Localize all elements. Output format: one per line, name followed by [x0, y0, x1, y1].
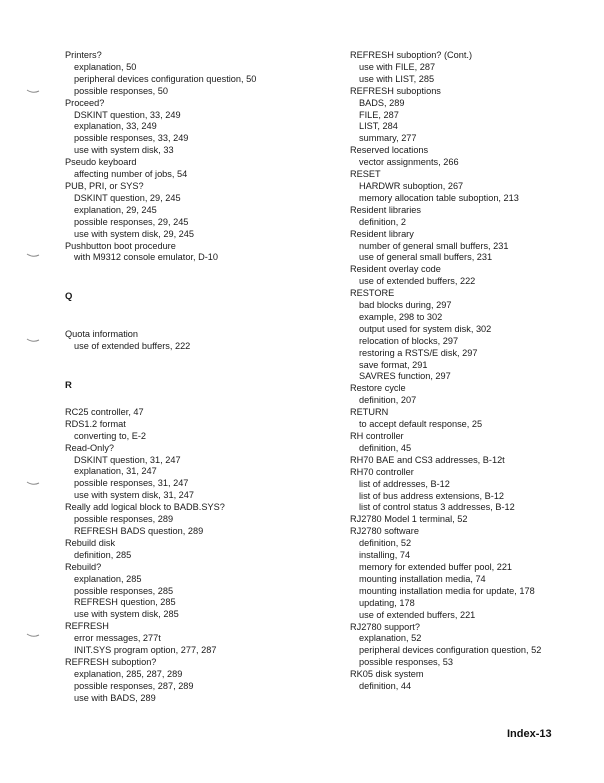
index-entry: Resident overlay code: [350, 264, 441, 275]
index-subentry: explanation, 50: [74, 61, 137, 72]
index-subentry: updating, 178: [359, 597, 415, 608]
index-subentry: use with BADS, 289: [74, 692, 156, 703]
index-subentry: use with system disk, 285: [74, 609, 179, 620]
index-subentry: mounting installation media for update, 178: [359, 585, 535, 596]
index-subentry: explanation, 31, 247: [74, 466, 157, 477]
margin-mark-icon: [26, 632, 40, 638]
margin-mark-icon: [26, 480, 40, 486]
index-entry: RJ2780 support?: [350, 621, 420, 632]
index-subentry: number of general small buffers, 231: [359, 240, 509, 251]
index-subentry: list of bus address extensions, B-12: [359, 490, 505, 501]
margin-mark-icon: [26, 252, 40, 258]
index-subentry: use of extended buffers, 222: [74, 341, 191, 352]
index-subentry: BADS, 289: [359, 97, 405, 108]
index-subentry: possible responses, 53: [359, 657, 453, 668]
index-subentry: LIST, 284: [359, 121, 398, 132]
index-entry: PUB, PRI, or SYS?: [65, 180, 144, 191]
index-subentry: mounting installation media, 74: [359, 573, 486, 584]
index-subentry: explanation, 285: [74, 573, 142, 584]
index-subentry: use with FILE, 287: [359, 61, 436, 72]
index-column-right: [350, 50, 541, 693]
index-entry: RDS1.2 format: [65, 418, 126, 429]
index-subentry: restoring a RSTS/E disk, 297: [359, 347, 478, 358]
index-subentry: use of extended buffers, 221: [359, 609, 476, 620]
index-entry: Pushbutton boot procedure: [65, 240, 176, 251]
index-entry: RESET: [350, 169, 381, 180]
index-entry: Rebuild?: [65, 561, 102, 572]
section-letter-heading: Q: [65, 291, 73, 303]
index-subentry: DSKINT question, 29, 245: [74, 192, 181, 203]
index-subentry: possible responses, 29, 245: [74, 216, 189, 227]
index-subentry: peripheral devices configuration question, 50: [74, 73, 257, 84]
index-entry: Pseudo keyboard: [65, 157, 137, 168]
index-entry: REFRESH suboption? (Cont.): [350, 50, 473, 60]
index-subentry: to accept default response, 25: [359, 419, 483, 430]
index-subentry: possible responses, 50: [74, 85, 168, 96]
index-subentry: memory for extended buffer pool, 221: [359, 561, 513, 572]
index-subentry: explanation, 52: [359, 633, 422, 644]
index-entry: REFRESH: [65, 621, 109, 632]
index-subentry: FILE, 287: [359, 109, 399, 120]
index-subentry: definition, 44: [359, 681, 412, 692]
index-entry: RH70 controller: [350, 466, 414, 477]
index-subentry: explanation, 33, 249: [74, 121, 157, 132]
index-entry: RJ2780 Model 1 terminal, 52: [350, 514, 468, 525]
index-subentry: memory allocation table suboption, 213: [359, 192, 519, 203]
index-entry: Proceed?: [65, 97, 105, 108]
index-entry: RC25 controller, 47: [65, 406, 144, 417]
index-subentry: summary, 277: [359, 133, 417, 144]
index-entry: Restore cycle: [350, 383, 406, 394]
index-entry: REFRESH suboptions: [350, 85, 441, 96]
index-subentry: HARDWR suboption, 267: [359, 180, 464, 191]
index-subentry: use of general small buffers, 231: [359, 252, 493, 263]
index-subentry: definition, 45: [359, 442, 412, 453]
page-number: Index-13: [507, 728, 552, 740]
index-subentry: use with system disk, 33: [74, 145, 174, 156]
index-entry: Read-Only?: [65, 442, 115, 453]
index-column-left: [65, 50, 256, 705]
index-subentry: possible responses, 287, 289: [74, 680, 194, 691]
index-entry: Resident library: [350, 228, 414, 239]
index-subentry: save format, 291: [359, 359, 428, 370]
index-entry: Rebuild disk: [65, 537, 116, 548]
index-subentry: vector assignments, 266: [359, 157, 459, 168]
index-subentry: installing, 74: [359, 550, 411, 561]
margin-mark-icon: [26, 337, 40, 343]
index-subentry: relocation of blocks, 297: [359, 335, 459, 346]
index-entry: Quota information: [65, 329, 139, 340]
index-subentry: INIT.SYS program option, 277, 287: [74, 645, 217, 656]
index-subentry: definition, 2: [359, 216, 406, 227]
index-subentry: converting to, E-2: [74, 430, 147, 441]
index-subentry: use with system disk, 31, 247: [74, 490, 195, 501]
index-subentry: peripheral devices configuration question, 52: [359, 645, 542, 656]
index-entry: Resident libraries: [350, 204, 421, 215]
index-entry: REFRESH suboption?: [65, 656, 157, 667]
index-subentry: possible responses, 289: [74, 514, 174, 525]
index-entry: RH70 BAE and CS3 addresses, B-12t: [350, 454, 505, 465]
index-subentry: list of addresses, B-12: [359, 478, 450, 489]
index-subentry: explanation, 29, 245: [74, 204, 157, 215]
index-subentry: error messages, 277t: [74, 633, 161, 644]
index-subentry: output used for system disk, 302: [359, 323, 492, 334]
index-subentry: possible responses, 33, 249: [74, 133, 189, 144]
index-subentry: definition, 207: [359, 395, 417, 406]
index-entry: RK05 disk system: [350, 669, 424, 680]
index-subentry: SAVRES function, 297: [359, 371, 451, 382]
index-entry: Printers?: [65, 50, 102, 60]
index-subentry: possible responses, 31, 247: [74, 478, 189, 489]
index-subentry: with M9312 console emulator, D-10: [74, 252, 219, 263]
margin-mark-icon: [26, 88, 40, 94]
section-letter-heading: R: [65, 380, 72, 392]
index-subentry: affecting number of jobs, 54: [74, 169, 188, 180]
index-entry: Really add logical block to BADB.SYS?: [65, 502, 225, 513]
index-subentry: definition, 285: [74, 549, 132, 560]
index-entry: RESTORE: [350, 288, 395, 299]
index-subentry: use with LIST, 285: [359, 73, 435, 84]
index-subentry: use of extended buffers, 222: [359, 276, 476, 287]
index-subentry: use with system disk, 29, 245: [74, 228, 195, 239]
index-subentry: possible responses, 285: [74, 585, 174, 596]
index-subentry: REFRESH BADS question, 289: [74, 526, 204, 536]
index-subentry: REFRESH question, 285: [74, 597, 176, 608]
index-subentry: bad blocks during, 297: [359, 300, 452, 311]
index-subentry: definition, 52: [359, 538, 412, 549]
index-subentry: example, 298 to 302: [359, 311, 443, 322]
index-entry: RETURN: [350, 407, 389, 418]
index-subentry: explanation, 285, 287, 289: [74, 668, 183, 679]
index-entry: RJ2780 software: [350, 526, 419, 537]
index-entry: RH controller: [350, 431, 404, 441]
index-subentry: DSKINT question, 31, 247: [74, 454, 181, 465]
index-entry: Reserved locations: [350, 145, 429, 156]
index-subentry: list of control status 3 addresses, B-12: [359, 502, 515, 513]
index-subentry: DSKINT question, 33, 249: [74, 109, 181, 120]
